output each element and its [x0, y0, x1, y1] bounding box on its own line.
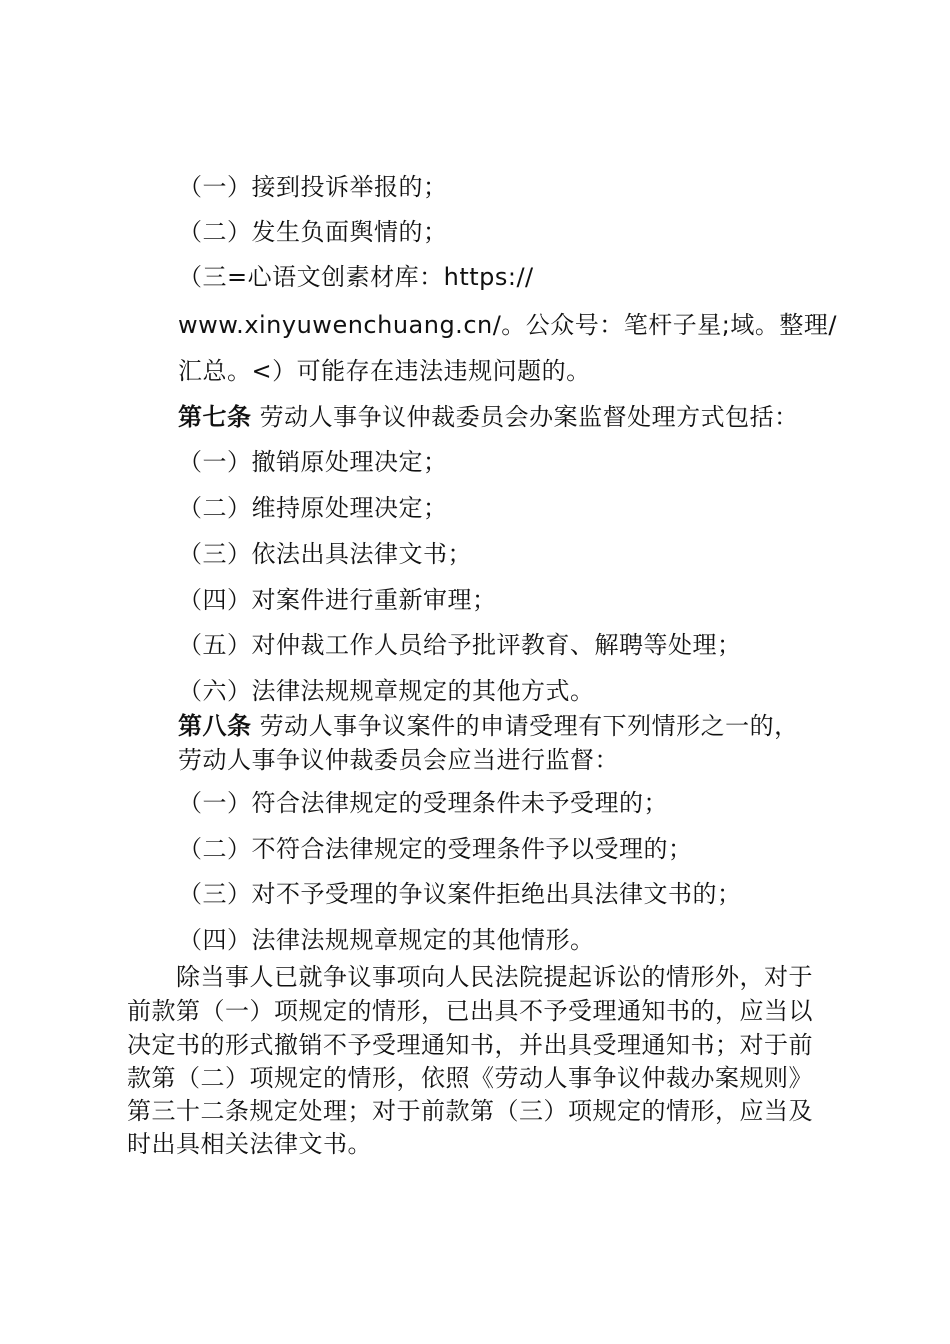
article-7-heading: 第七条: [178, 403, 252, 431]
paragraph-line: 时出具相关法律文书。: [127, 1130, 372, 1158]
article-7-text: 劳动人事争议仲裁委员会办案监督处理方式包括：: [259, 403, 799, 431]
list-item: （二）维持原处理决定；: [178, 494, 448, 522]
list-item: （四）对案件进行重新审理；: [178, 586, 497, 614]
paragraph-line: 款第（二）项规定的情形，依照《劳动人事争议仲裁办案规则》: [127, 1064, 813, 1092]
article-7-line: [178, 402, 799, 432]
list-item: （三）对不予受理的争议案件拒绝出具法律文书的；: [178, 880, 742, 908]
paragraph-line: 前款第（一）项规定的情形，已出具不予受理通知书的，应当以: [127, 997, 813, 1025]
list-item: （六）法律法规规章规定的其他方式。: [178, 677, 595, 705]
paragraph-line: 第三十二条规定处理；对于前款第（三）项规定的情形，应当及: [127, 1097, 813, 1125]
list-item: （二）不符合法律规定的受理条件予以受理的；: [178, 835, 693, 863]
article-8-text-continued: 劳动人事争议仲裁委员会应当进行监督：: [178, 746, 619, 774]
list-item: （一）符合法律规定的受理条件未予受理的；: [178, 789, 668, 817]
article-8-heading: 第八条: [178, 712, 252, 740]
list-item: （五）对仲裁工作人员给予批评教育、解聘等处理；: [178, 631, 742, 659]
watermark-text: www.xinyuwenchuang.cn/。公众号：笔杆子星;域。整理/: [178, 311, 837, 339]
list-item: （一）撤销原处理决定；: [178, 448, 448, 476]
list-item: （四）法律法规规章规定的其他情形。: [178, 926, 595, 954]
watermark-text: 汇总。<）可能存在违法违规问题的。: [178, 357, 591, 385]
paragraph-line: 除当事人已就争议事项向人民法院提起诉讼的情形外，对于: [176, 963, 813, 991]
article-8-text: 劳动人事争议案件的申请受理有下列情形之一的，: [259, 712, 799, 740]
list-item: （一）接到投诉举报的；: [178, 173, 448, 201]
watermark-text: （三=心语文创素材库：https://: [178, 263, 534, 291]
list-item: （三）依法出具法律文书；: [178, 540, 472, 568]
article-8-line: [178, 711, 799, 741]
list-item: （二）发生负面舆情的；: [178, 218, 448, 246]
paragraph-line: 决定书的形式撤销不予受理通知书，并出具受理通知书；对于前: [127, 1031, 813, 1059]
